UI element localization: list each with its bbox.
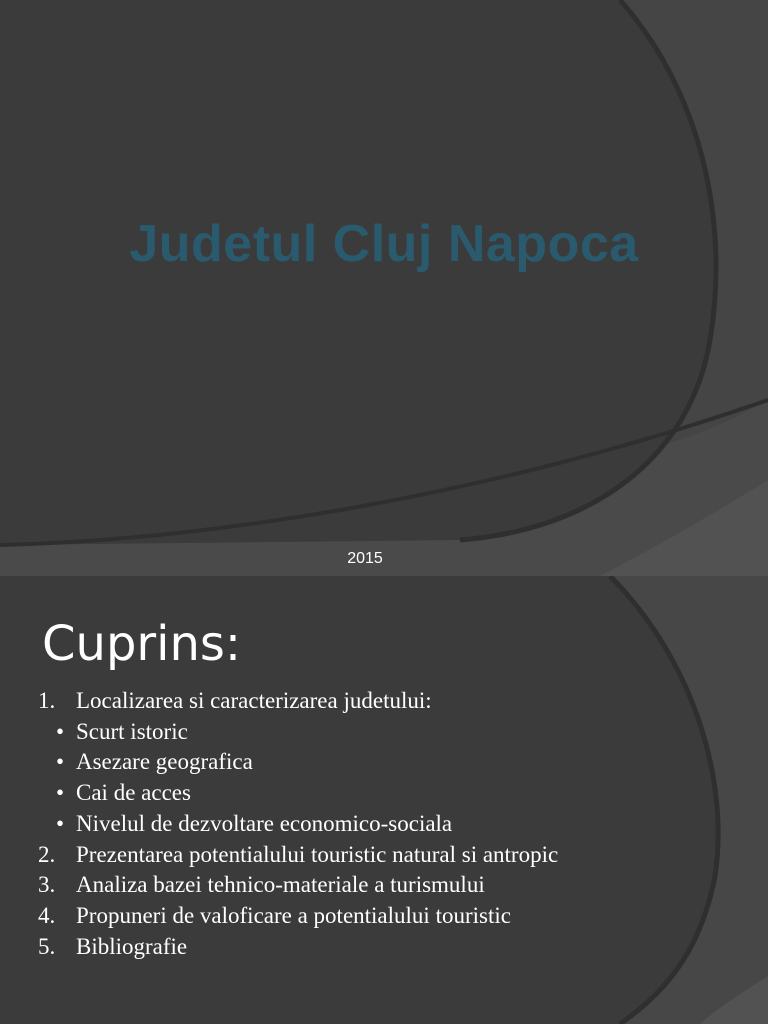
contents-title: Cuprins: xyxy=(42,616,242,672)
list-item xyxy=(38,901,558,932)
contents-slide xyxy=(0,576,768,1024)
list-item-text: Asezare geografica xyxy=(76,749,253,775)
list-number: 2. xyxy=(38,841,56,867)
bullet-icon: • xyxy=(56,780,65,806)
list-item-text: Localizarea si caracterizarea judetului: xyxy=(76,688,432,713)
list-number: 1. xyxy=(38,688,56,713)
list-item xyxy=(38,747,558,778)
list-item xyxy=(38,778,558,809)
contents-list xyxy=(38,686,558,962)
list-item-text: Propuneri de valoficare a potentialului touristic xyxy=(76,902,511,928)
list-item-text: Bibliografie xyxy=(76,933,188,959)
list-number: 3. xyxy=(38,872,56,898)
list-item xyxy=(38,870,558,901)
bullet-icon: • xyxy=(56,718,65,744)
presentation-title: Judetul Cluj Napoca xyxy=(129,215,639,273)
list-number: 4. xyxy=(38,902,56,928)
bullet-icon: • xyxy=(56,810,65,836)
list-item-text: Prezentarea potentialului touristic natural si antropic xyxy=(76,841,559,867)
list-item xyxy=(38,840,558,871)
list-item xyxy=(38,686,558,717)
list-item xyxy=(38,717,558,748)
list-item xyxy=(38,809,558,840)
list-item-text: Analiza bazei tehnico-materiale a turismului xyxy=(76,872,485,898)
list-item-text: Scurt istoric xyxy=(76,718,188,744)
list-item xyxy=(38,932,558,963)
list-number: 5. xyxy=(38,933,56,959)
year-label: 2015 xyxy=(347,550,383,567)
bullet-icon: • xyxy=(56,749,65,775)
list-item-text: Cai de acces xyxy=(76,780,191,806)
list-item-text: Nivelul de dezvoltare economico-sociala xyxy=(76,810,453,836)
